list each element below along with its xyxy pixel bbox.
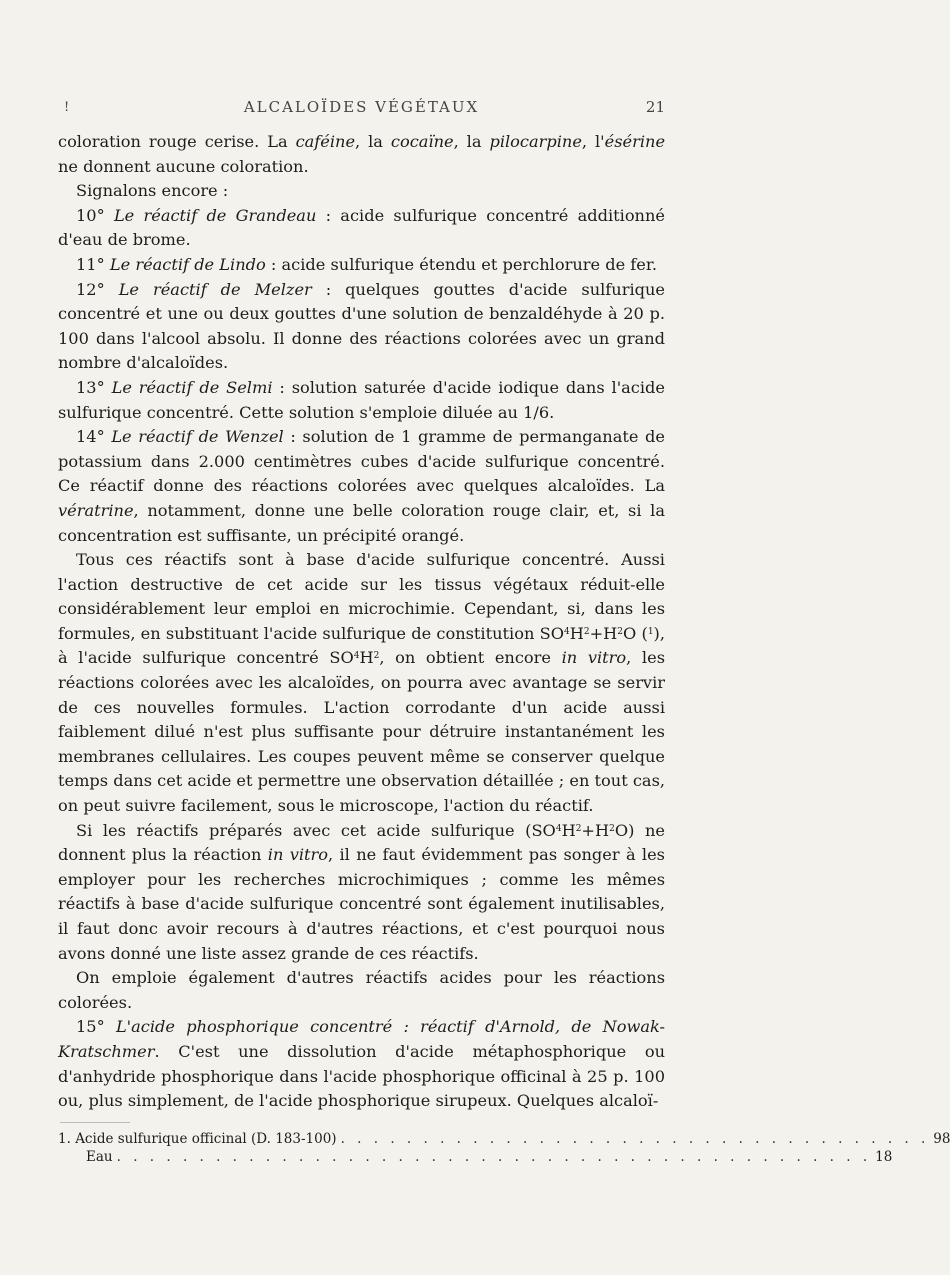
footnote-value: 98 [933,1131,950,1147]
paragraph: Tous ces réactifs sont à base d'acide sulfurique concentré. Aussi l'action destructive de cet acide sur les tissus végétaux réduit-elle considérablement leur emploi en microchimie. Cependant, si, dans les formules, en substituant l'acide sulfurique de constitution $SO^4H^2+H^2O$ ($^1$), à l'acide sulfurique concentré $SO^4H^2$, on obtient encore in vitro, les réactions colorées avec les alcaloïdes, on pourra avec avantage se servir de ces nouvelles formules. L'action corrodante d'un acide aussi faiblement dilué n'est plus suffisante pour détruire instantanément les membranes cellulaires. Les coupes peuvent même se conserver quelque temps dans cet acide et permettre une observation détaillée ; en tout cas, on peut suivre facilement, sous le microscope, l'action du réactif. [58,550,666,816]
reagent-entry: 11° Le réactif de Lindo : acide sulfurique étendu et perchlorure de fer. [76,254,657,274]
leader-dots: . . . . . . . . . . . . . . . . . . . . . . . . . . . . . . . . . . . . . . . . . . . . . . [116,1149,872,1165]
reagent-name: Le réactif de Grandeau [113,205,317,225]
reagent-entry: 10° Le réactif de Grandeau : acide sulfurique concentré additionné d'eau de brome. [58,205,665,250]
reagent-entry: 12° Le réactif de Melzer : quelques gouttes d'acide sulfurique concentré et une ou deux gouttes d'une solution de benzaldéhyde à 20 p. 100 dans l'alcool absolu. Il donne des réactions colorées avec un grand nombre d'alcaloïdes. [58,279,665,373]
footnote-label: Eau [86,1149,113,1165]
paragraph: Si les réactifs préparés avec cet acide sulfurique $(SO^4H^2+H^2O)$ ne donnent plus la réaction in vitro, il ne faut évidemment pas songer à les employer pour les recherches microchimiques ; comme les mêmes réactifs à base d'acide sulfurique concentré sont également inutilisables, il faut donc avoir recours à d'autres réactions, et c'est pourquoi nous avons donné une liste assez grande de ces réactifs. [58,820,665,963]
footnote-label: Acide sulfurique officinal (D. 183-100) [75,1131,337,1147]
reagent-entry: 15° L'acide phosphorique concentré : réactif d'Arnold, de Nowak-Kratschmer. C'est une dissolution d'acide métaphosphorique ou d'anhydride phosphorique dans l'acide phosphorique officinal à 25 p. 100 ou, plus simplement, de l'acide phosphorique sirupeux. Quelques alcaloï- [58,1017,665,1111]
footnote-value: 18 [875,1149,893,1165]
page-header [58,98,665,124]
reagent-name: Le réactif de Lindo [109,254,266,274]
footnote-row [58,1130,950,1148]
footnote-ref: 1 [647,626,654,637]
footnote-rule [60,1122,130,1123]
reagent-name: Le réactif de Melzer [118,279,312,299]
reagent-name: Le réactif de Wenzel [111,427,284,447]
footnote-row [58,1148,893,1166]
paragraph: On emploie également d'autres réactifs acides pour les réactions colorées. [58,968,665,1012]
running-title: ALCALOÏDES VÉGÉTAUX [243,98,480,116]
leader-dots: . . . . . . . . . . . . . . . . . . . . . . . . . . . . . . . . . . . . [340,1131,930,1147]
footnote [58,1130,950,1166]
reagent-entry: 13° Le réactif de Selmi : solution saturée d'acide iodique dans l'acide sulfurique concentré. Cette solution s'emploie diluée au 1/6. [58,377,665,422]
footnote-number: 1. [58,1131,71,1147]
page-number: 21 [645,98,665,116]
reagent-name: L'acide phosphorique concentré : réactif d'Arnold, de Nowak-Kratschmer [58,1017,665,1061]
reagent-name: Le réactif de Selmi [111,377,273,397]
body-text [58,130,665,1114]
header-mark: ! [64,100,70,115]
paragraph: coloration rouge cerise. La caféine, la cocaïne, la pilocarpine, l'ésérine ne donnent aucune coloration. [58,132,666,176]
paragraph: Signalons encore : [76,181,229,201]
reagent-entry: 14° Le réactif de Wenzel : solution de 1 gramme de permanganate de potassium dans 2.000 centimètres cubes d'acide sulfurique concentré. Ce réactif donne des réactions colorées avec quelques alcaloïdes. La vératrine, notamment, donne une belle coloration rouge clair, et, si la concentration est suffisante, un précipité orangé. [58,427,665,545]
